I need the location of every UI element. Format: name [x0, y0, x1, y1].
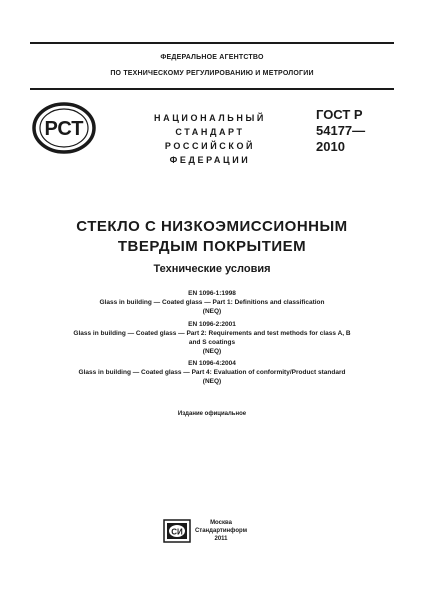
document-title-line-1: СТЕКЛО С НИЗКОЭМИССИОННЫМ [76, 218, 348, 235]
reference-2-line-2: and S coatings [188, 339, 236, 346]
national-line-2: СТАНДАРТ [175, 127, 245, 137]
reference-2-line-3: (NEQ) [202, 348, 222, 355]
gost-year: 2010 [316, 139, 345, 154]
reference-1-line-1: Glass in building — Coated glass — Part 1: Definitions and classification [99, 299, 325, 306]
header-rule [30, 88, 394, 90]
reference-3-line-2: (NEQ) [202, 378, 222, 385]
publisher-city: Москва [210, 520, 232, 526]
edition-label: Издание официальное [177, 411, 247, 417]
gost-number: 54177— [316, 123, 366, 138]
reference-3-code: EN 1096-4:2004 [188, 360, 236, 367]
national-line-3: РОССИЙСКОЙ [164, 141, 256, 151]
national-line-1: НАЦИОНАЛЬНЫЙ [154, 113, 266, 123]
reference-2-line-1: Glass in building — Coated glass — Part 2: Requirements and test methods for class A, B [73, 330, 351, 337]
gost-label: ГОСТ Р [316, 107, 363, 122]
document-title-line-2: ТВЕРДЫМ ПОКРЫТИЕМ [117, 238, 307, 255]
reference-1-line-2: (NEQ) [202, 308, 222, 315]
top-rule [30, 42, 394, 44]
national-line-4: ФЕДЕРАЦИИ [169, 155, 251, 165]
logo-text: РСТ [44, 118, 84, 140]
publisher-logo-text: СИ [171, 527, 183, 537]
reference-1-code: EN 1096-1:1998 [188, 290, 236, 297]
reference-3-line-1: Glass in building — Coated glass — Part 4: Evaluation of conformity/Product standard [78, 369, 346, 376]
gost-r-logo-icon [32, 102, 96, 154]
publisher-year: 2011 [214, 536, 228, 542]
agency-line-2: ПО ТЕХНИЧЕСКОМУ РЕГУЛИРОВАНИЮ И МЕТРОЛОГИИ [110, 70, 314, 77]
standartinform-logo-icon [163, 519, 191, 543]
publisher-name: Стандартинформ [194, 528, 248, 534]
agency-line-1: ФЕДЕРАЛЬНОЕ АГЕНТСТВО [160, 54, 264, 61]
document-subtitle: Технические условия [153, 263, 271, 275]
reference-2-code: EN 1096-2:2001 [188, 321, 236, 328]
